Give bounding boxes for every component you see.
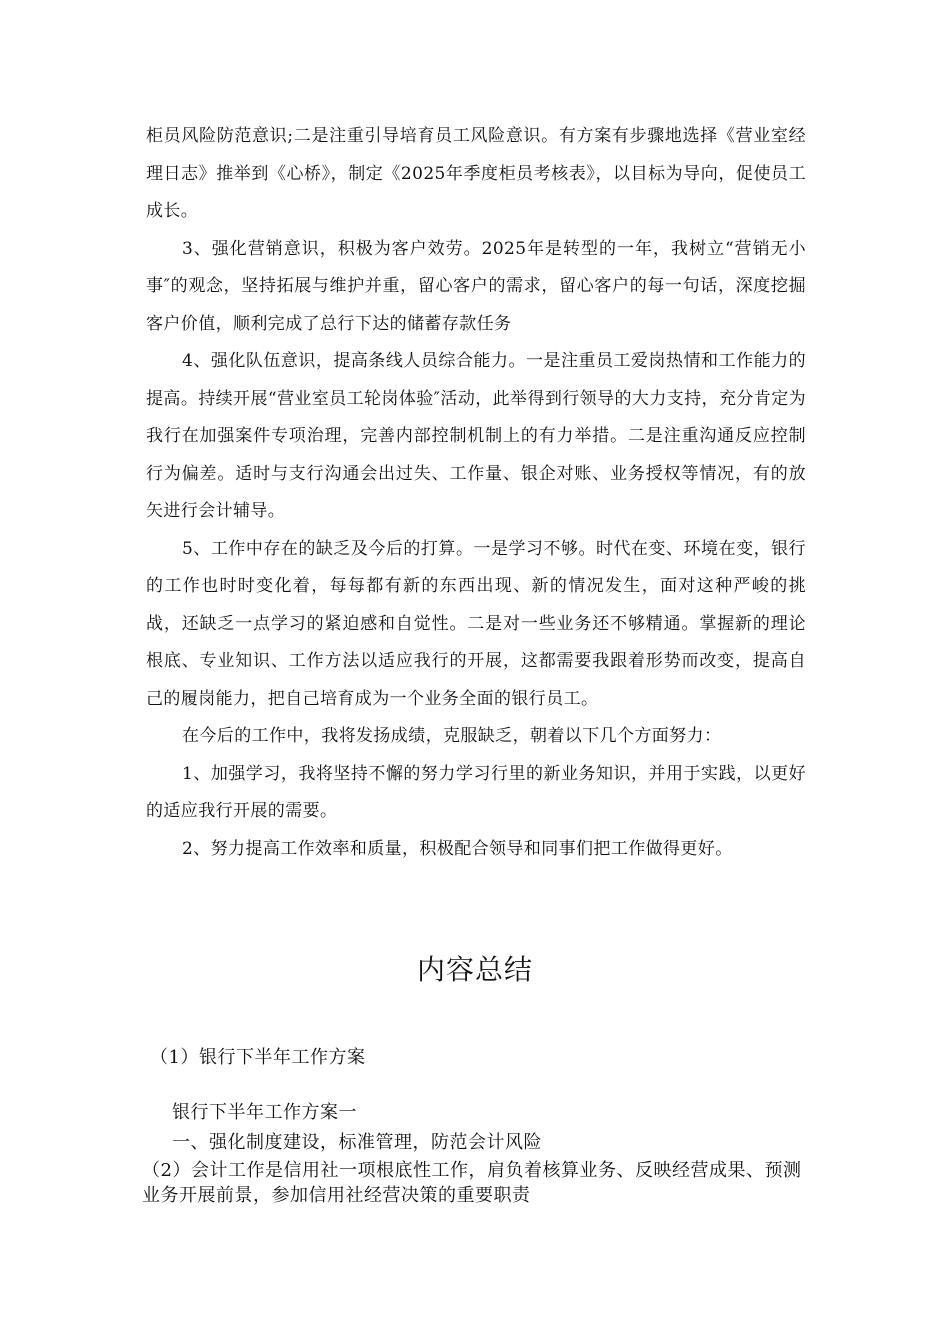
summary-item-1: （1）银行下半年工作方案 bbox=[150, 1047, 366, 1068]
paragraph-goal-1: 1、加强学习，我将坚持不懈的努力学习行里的新业务知识，并用于实践，以更好的适应我行开展的需要。 bbox=[146, 763, 806, 821]
paragraph-team: 4、强化队伍意识，提高条线人员综合能力。一是注重员工爱岗热情和工作能力的提高。持续开展“营业室员工轮岗体验″活动，此举得到行领导的大力支持，充分肯定为我行在加强案件专项治理，完善内部控制机制上的有力举措。二是注重沟通反应控制行为偏差。适时与支行沟通会出过失、工作量、银企对账、业务授权等情况，有的放矢进行会计辅导。 bbox=[146, 351, 806, 521]
paragraph-goal-2: 2、努力提高工作效率和质量，积极配合领导和同事们把工作做得更好。 bbox=[182, 838, 733, 859]
paragraph-continued: 柜员风险防范意识;二是注重引导培育员工风险意识。有方案有步骤地选择《营业室经理日志》推举到《心桥》，制定《2025年季度柜员考核表》，以目标为导向，促使员工成长。 bbox=[146, 126, 806, 221]
summary-plan-title: 银行下半年工作方案一 bbox=[172, 1102, 357, 1123]
paragraph-future-intro: 在今后的工作中，我将发扬成绩，克服缺乏，朝着以下几个方面努力： bbox=[182, 726, 722, 746]
paragraph-marketing: 3、强化营销意识，积极为客户效劳。2025年是转型的一年，我树立“营销无小事″的观念，坚持拓展与维护并重，留心客户的需求，留心客户的每一句话，深度挖掘客户价值，顺利完成了总行下达的储蓄存款任务 bbox=[146, 238, 806, 334]
summary-item-2: （2）会计工作是信用社一项根底性工作，肩负着核算业务、反映经营成果、预测业务开展前景，参加信用社经营决策的重要职责 bbox=[142, 1160, 802, 1206]
summary-section bbox=[142, 1040, 810, 1208]
body-text bbox=[146, 118, 806, 868]
summary-plan-line: 一、强化制度建设，标准管理，防范会计风险 bbox=[172, 1132, 542, 1153]
summary-spacer bbox=[150, 1076, 810, 1098]
paragraph-shortcomings: 5、工作中存在的缺乏及今后的打算。一是学习不够。时代在变、环境在变，银行的工作也时时变化着，每每都有新的东西出现、新的情况发生，面对这种严峻的挑战，还缺乏一点学习的紧迫感和自觉性。二是对一些业务还不够精通。掌握新的理论根底、专业知识、工作方法以适应我行的开展，这都需要我跟着形势而改变，提高自己的履岗能力，把自己培育成为一个业务全面的银行员工。 bbox=[146, 538, 806, 709]
summary-title: 内容总结 bbox=[416, 953, 533, 986]
